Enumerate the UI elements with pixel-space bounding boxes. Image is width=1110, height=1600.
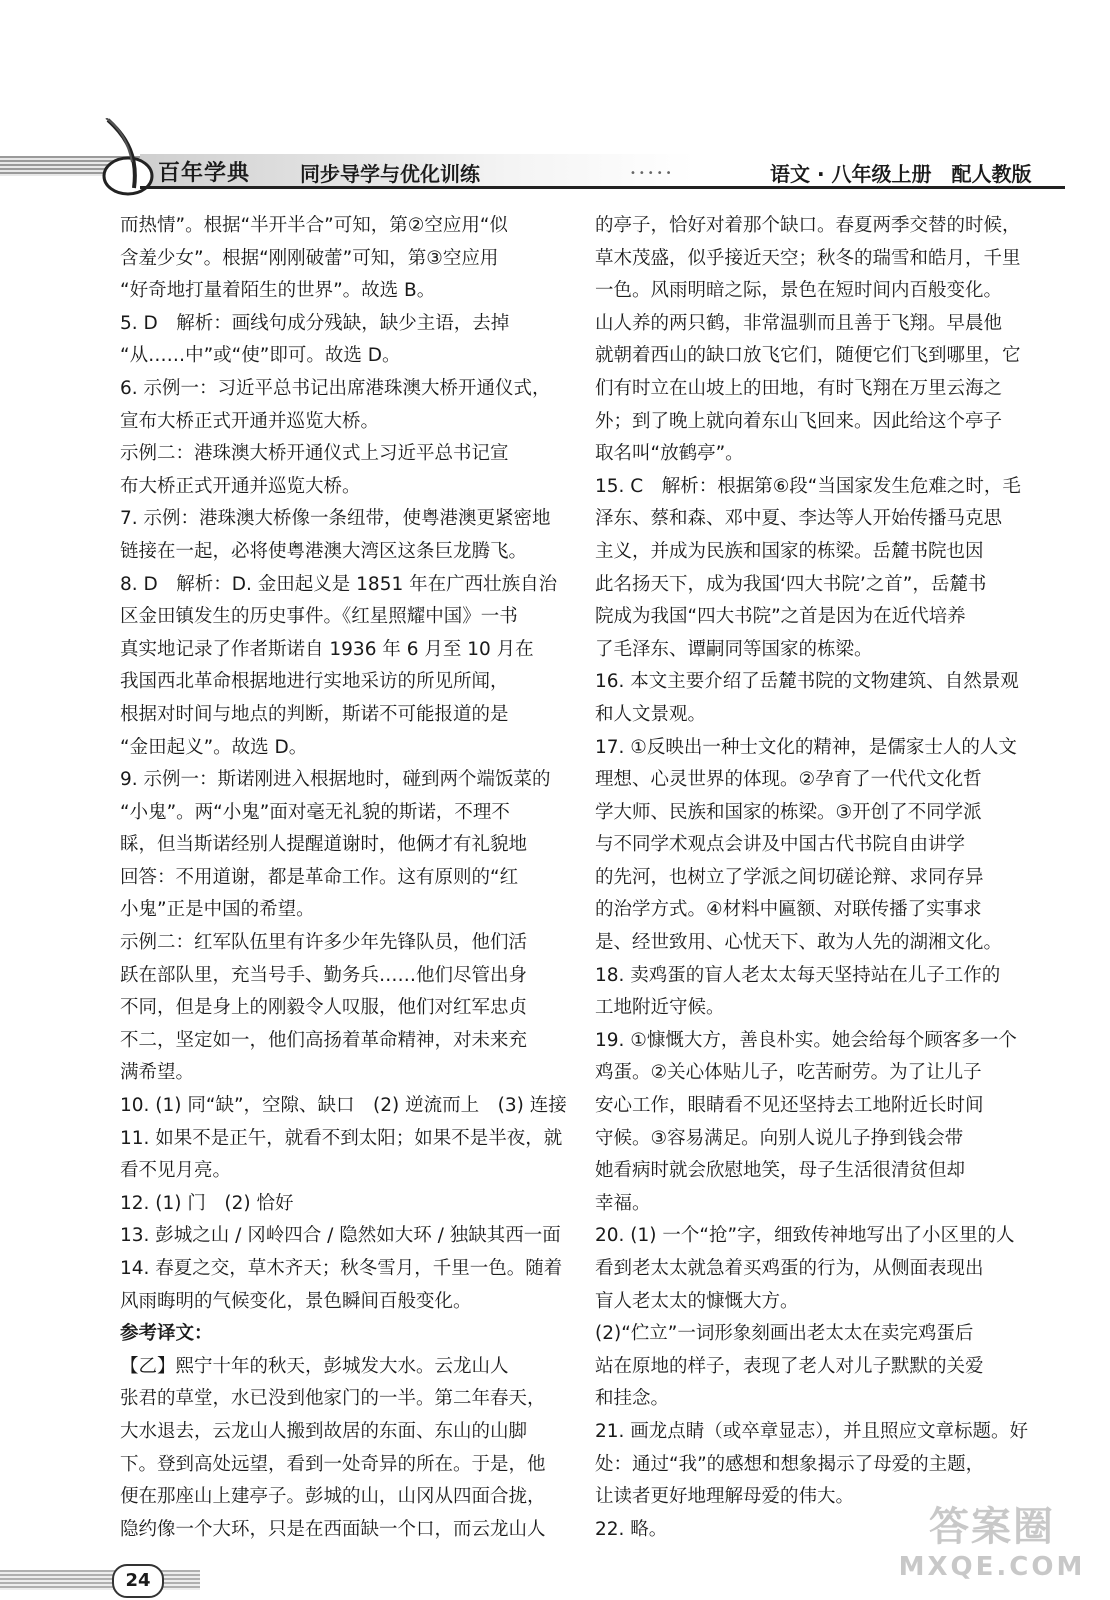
text-line: 根据对时间与地点的判断，斯诺不可能报道的是 — [120, 703, 509, 725]
left-column — [120, 210, 572, 1546]
text-line: 工地附近守候。 — [595, 997, 725, 1019]
text-line: 院成为我国“四大书院”之首是因为在近代培养 — [595, 606, 966, 628]
text-line: 真实地记录了作者斯诺自 1936 年 6 月至 10 月在 — [120, 638, 534, 660]
text-line: 了毛泽东、谭嗣同等国家的栋梁。 — [595, 638, 873, 660]
text-line: 草木茂盛，似乎接近天空；秋冬的瑞雪和皓月，千里 — [595, 247, 1021, 269]
text-line: 参考译文： — [120, 1323, 213, 1345]
text-line: 11. 如果不是正午，就看不到太阳；如果不是半夜，就 — [120, 1127, 563, 1149]
text-line: 就朝着西山的缺口放飞它们，随便它们飞到哪里，它 — [595, 345, 1021, 367]
text-line: 15. C 解析：根据第⑥段“当国家发生危难之时，毛 — [595, 475, 1021, 497]
text-line: 18. 卖鸡蛋的盲人老太太每天坚持站在儿子工作的 — [595, 964, 1001, 986]
text-line: 此名扬天下，成为我国‘四大书院’之首”，岳麓书 — [595, 573, 987, 595]
text-line: 隐约像一个大环，只是在西面缺一个口，而云龙山人 — [120, 1518, 546, 1540]
text-line: 盲人老太太的慷慨大方。 — [595, 1290, 799, 1312]
book-brand: 百年学典 — [158, 161, 251, 186]
text-line: “好奇地打量着陌生的世界”。故选 B。 — [120, 280, 436, 302]
text-line: (2)“伫立”一词形象刻画出老太太在卖完鸡蛋后 — [595, 1323, 974, 1345]
text-line: 13. 彭城之山 / 冈岭四合 / 隐然如大环 / 独缺其西一面 — [120, 1225, 561, 1247]
text-line: 的亭子，恰好对着那个缺口。春夏两季交替的时候， — [595, 215, 1021, 236]
text-line: 处：通过“我”的感想和想象揭示了母爱的主题， — [595, 1453, 985, 1475]
text-line: 满希望。 — [120, 1062, 195, 1084]
text-line: 主义，并成为民族和国家的栋梁。岳麓书院也因 — [595, 540, 984, 562]
text-line: 9. 示例一：斯诺刚进入根据地时，碰到两个端饭菜的 — [120, 769, 551, 791]
text-line: 链接在一起，必将使粤港澳大湾区这条巨龙腾飞。 — [120, 540, 528, 562]
text-line: 16. 本文主要介绍了岳麓书院的文物建筑、自然景观 — [595, 671, 1019, 693]
text-line: 下。登到高处远望，看到一处奇异的所在。于是，他 — [120, 1453, 546, 1475]
text-line: 21. 画龙点睛（或卒章显志），并且照应文章标题。好 — [595, 1420, 1029, 1442]
text-line: 我国西北革命根据地进行实地采访的所见所闻， — [120, 671, 509, 693]
text-line: 泽东、蔡和森、邓中夏、李达等人开始传播马克思 — [595, 508, 1003, 530]
text-line: “金田起义”。故选 D。 — [120, 736, 308, 758]
text-line: 鸡蛋。②关心体贴儿子，吃苦耐劳。为了让儿子 — [595, 1062, 982, 1084]
text-line: 14. 春夏之交，草木齐天；秋冬雪月，千里一色。随着 — [120, 1258, 563, 1279]
text-line: 小鬼”正是中国的希望。 — [120, 899, 315, 921]
text-line: 8. D 解析：D. 金田起义是 1851 年在广西壮族自治 — [120, 573, 558, 595]
text-line: 取名叫“放鹤亭”。 — [595, 443, 744, 465]
text-line: 山人养的两只鹤，非常温驯而且善于飞翔。早晨他 — [595, 312, 1003, 334]
text-line: “从……中”或“使”即可。故选 D。 — [120, 345, 401, 367]
text-line: 张君的草堂，水已没到他家门的一半。第二年春天， — [120, 1388, 546, 1410]
text-line: 22. 略。 — [595, 1518, 668, 1540]
text-line: 们有时立在山坡上的田地，有时飞翔在万里云海之 — [595, 377, 1003, 399]
text-line: 她看病时就会欣慰地笑，母子生活很清贫但却 — [595, 1160, 966, 1182]
page-footer — [0, 1560, 200, 1600]
text-line: 跃在部队里，充当号手、勤务兵……他们尽管出身 — [120, 964, 528, 986]
text-line: 7. 示例：港珠澳大桥像一条纽带，使粤港澳更紧密地 — [120, 508, 551, 530]
text-line: 布大桥正式开通并巡览大桥。 — [120, 475, 361, 497]
text-line: 6. 示例一：习近平总书记出席港珠澳大桥开通仪式， — [120, 377, 551, 399]
text-line: 区金田镇发生的历史事件。《红星照耀中国》一书 — [120, 606, 518, 628]
text-line: 一色。风雨明暗之际，景色在短时间内百般变化。 — [595, 280, 1003, 302]
text-line: 【乙】熙宁十年的秋天，彭城发大水。云龙山人 — [120, 1355, 509, 1377]
text-line: 而热情”。根据“半开半合”可知，第②空应用“似 — [120, 215, 508, 236]
text-line: 外；到了晚上就向着东山飞回来。因此给这个亭子 — [595, 410, 1003, 432]
text-line: 10. (1) 同“缺”，空隙、缺口 (2) 逆流而上 (3) 连接 — [120, 1095, 567, 1117]
text-line: 安心工作，眼睛看不见还坚持去工地附近长时间 — [595, 1095, 984, 1117]
text-line: 学大师、民族和国家的栋梁。③开创了不同学派 — [595, 801, 982, 823]
text-line: 和人文景观。 — [595, 703, 707, 725]
text-line: 不二，坚定如一，他们高扬着革命精神，对未来充 — [120, 1029, 528, 1051]
text-line: 大水退去，云龙山人搬到故居的东面、东山的山脚 — [120, 1420, 528, 1442]
text-line: 幸福。 — [595, 1192, 651, 1214]
text-line: 让读者更好地理解母爱的伟大。 — [595, 1486, 855, 1508]
text-line: 的先河，也树立了学派之间切磋论辩、求同存异 — [595, 866, 984, 888]
text-line: 5. D 解析：画线句成分残缺，缺少主语，去掉 — [120, 312, 510, 334]
watermark-url: MXQE.COM — [898, 1552, 1086, 1582]
text-line: 20. (1) 一个“抢”字，细致传神地写出了小区里的人 — [595, 1225, 1015, 1247]
quill-pen-icon — [98, 118, 158, 196]
text-line: 和挂念。 — [595, 1388, 670, 1410]
watermark — [892, 1495, 1092, 1582]
text-line: 与不同学术观点会讲及中国古代书院自由讲学 — [595, 834, 966, 856]
text-line: 含羞少女”。根据“刚刚破蕾”可知，第③空应用 — [120, 247, 499, 269]
right-column — [595, 210, 1045, 1546]
text-line: 示例二：港珠澳大桥开通仪式上习近平总书记宣 — [120, 443, 509, 465]
text-line: 12. (1) 门 (2) 恰好 — [120, 1192, 294, 1214]
text-line: 睬，但当斯诺经别人提醒道谢时，他俩才有礼貌地 — [120, 834, 528, 856]
text-line: 是、经世致用、心忧天下、敢为人先的湖湘文化。 — [595, 932, 1003, 954]
header-dots: ••••• — [630, 168, 675, 179]
text-line: “小鬼”。两“小鬼”面对毫无礼貌的斯诺，不理不 — [120, 801, 510, 823]
text-line: 站在原地的样子，表现了老人对儿子默默的关爱 — [595, 1355, 984, 1377]
text-line: 的治学方式。④材料中匾额、对联传播了实事求 — [595, 899, 982, 921]
text-line: 风雨晦明的气候变化，景色瞬间百般变化。 — [120, 1290, 472, 1312]
text-line: 19. ①慷慨大方，善良朴实。她会给每个顾客多一个 — [595, 1029, 1017, 1051]
text-line: 看到老太太就急着买鸡蛋的行为，从侧面表现出 — [595, 1258, 984, 1279]
text-line: 17. ①反映出一种士文化的精神，是儒家士人的人文 — [595, 736, 1017, 758]
text-line: 不同，但是身上的刚毅令人叹服，他们对红军忠贞 — [120, 997, 528, 1019]
text-line: 理想、心灵世界的体现。②孕育了一代代文化哲 — [595, 769, 982, 791]
text-line: 示例二：红军队伍里有许多少年先锋队员，他们活 — [120, 932, 528, 954]
text-line: 守候。③容易满足。向别人说儿子挣到钱会带 — [595, 1127, 964, 1149]
book-subtitle: 同步导学与优化训练 — [300, 162, 480, 186]
footer-stripe — [0, 1570, 200, 1590]
text-line: 回答：不用道谢，都是革命工作。这有原则的“红 — [120, 866, 519, 888]
grade-label: 语文 · 八年级上册 配人教版 — [770, 162, 1032, 186]
text-line: 宣布大桥正式开通并巡览大桥。 — [120, 410, 380, 432]
page-header — [0, 118, 1110, 198]
text-line: 看不见月亮。 — [120, 1160, 232, 1182]
page-number: 24 — [112, 1564, 164, 1598]
text-line: 便在那座山上建亭子。彭城的山，山冈从四面合拢， — [120, 1486, 546, 1508]
watermark-logo: 答案圈 — [929, 1504, 1055, 1550]
